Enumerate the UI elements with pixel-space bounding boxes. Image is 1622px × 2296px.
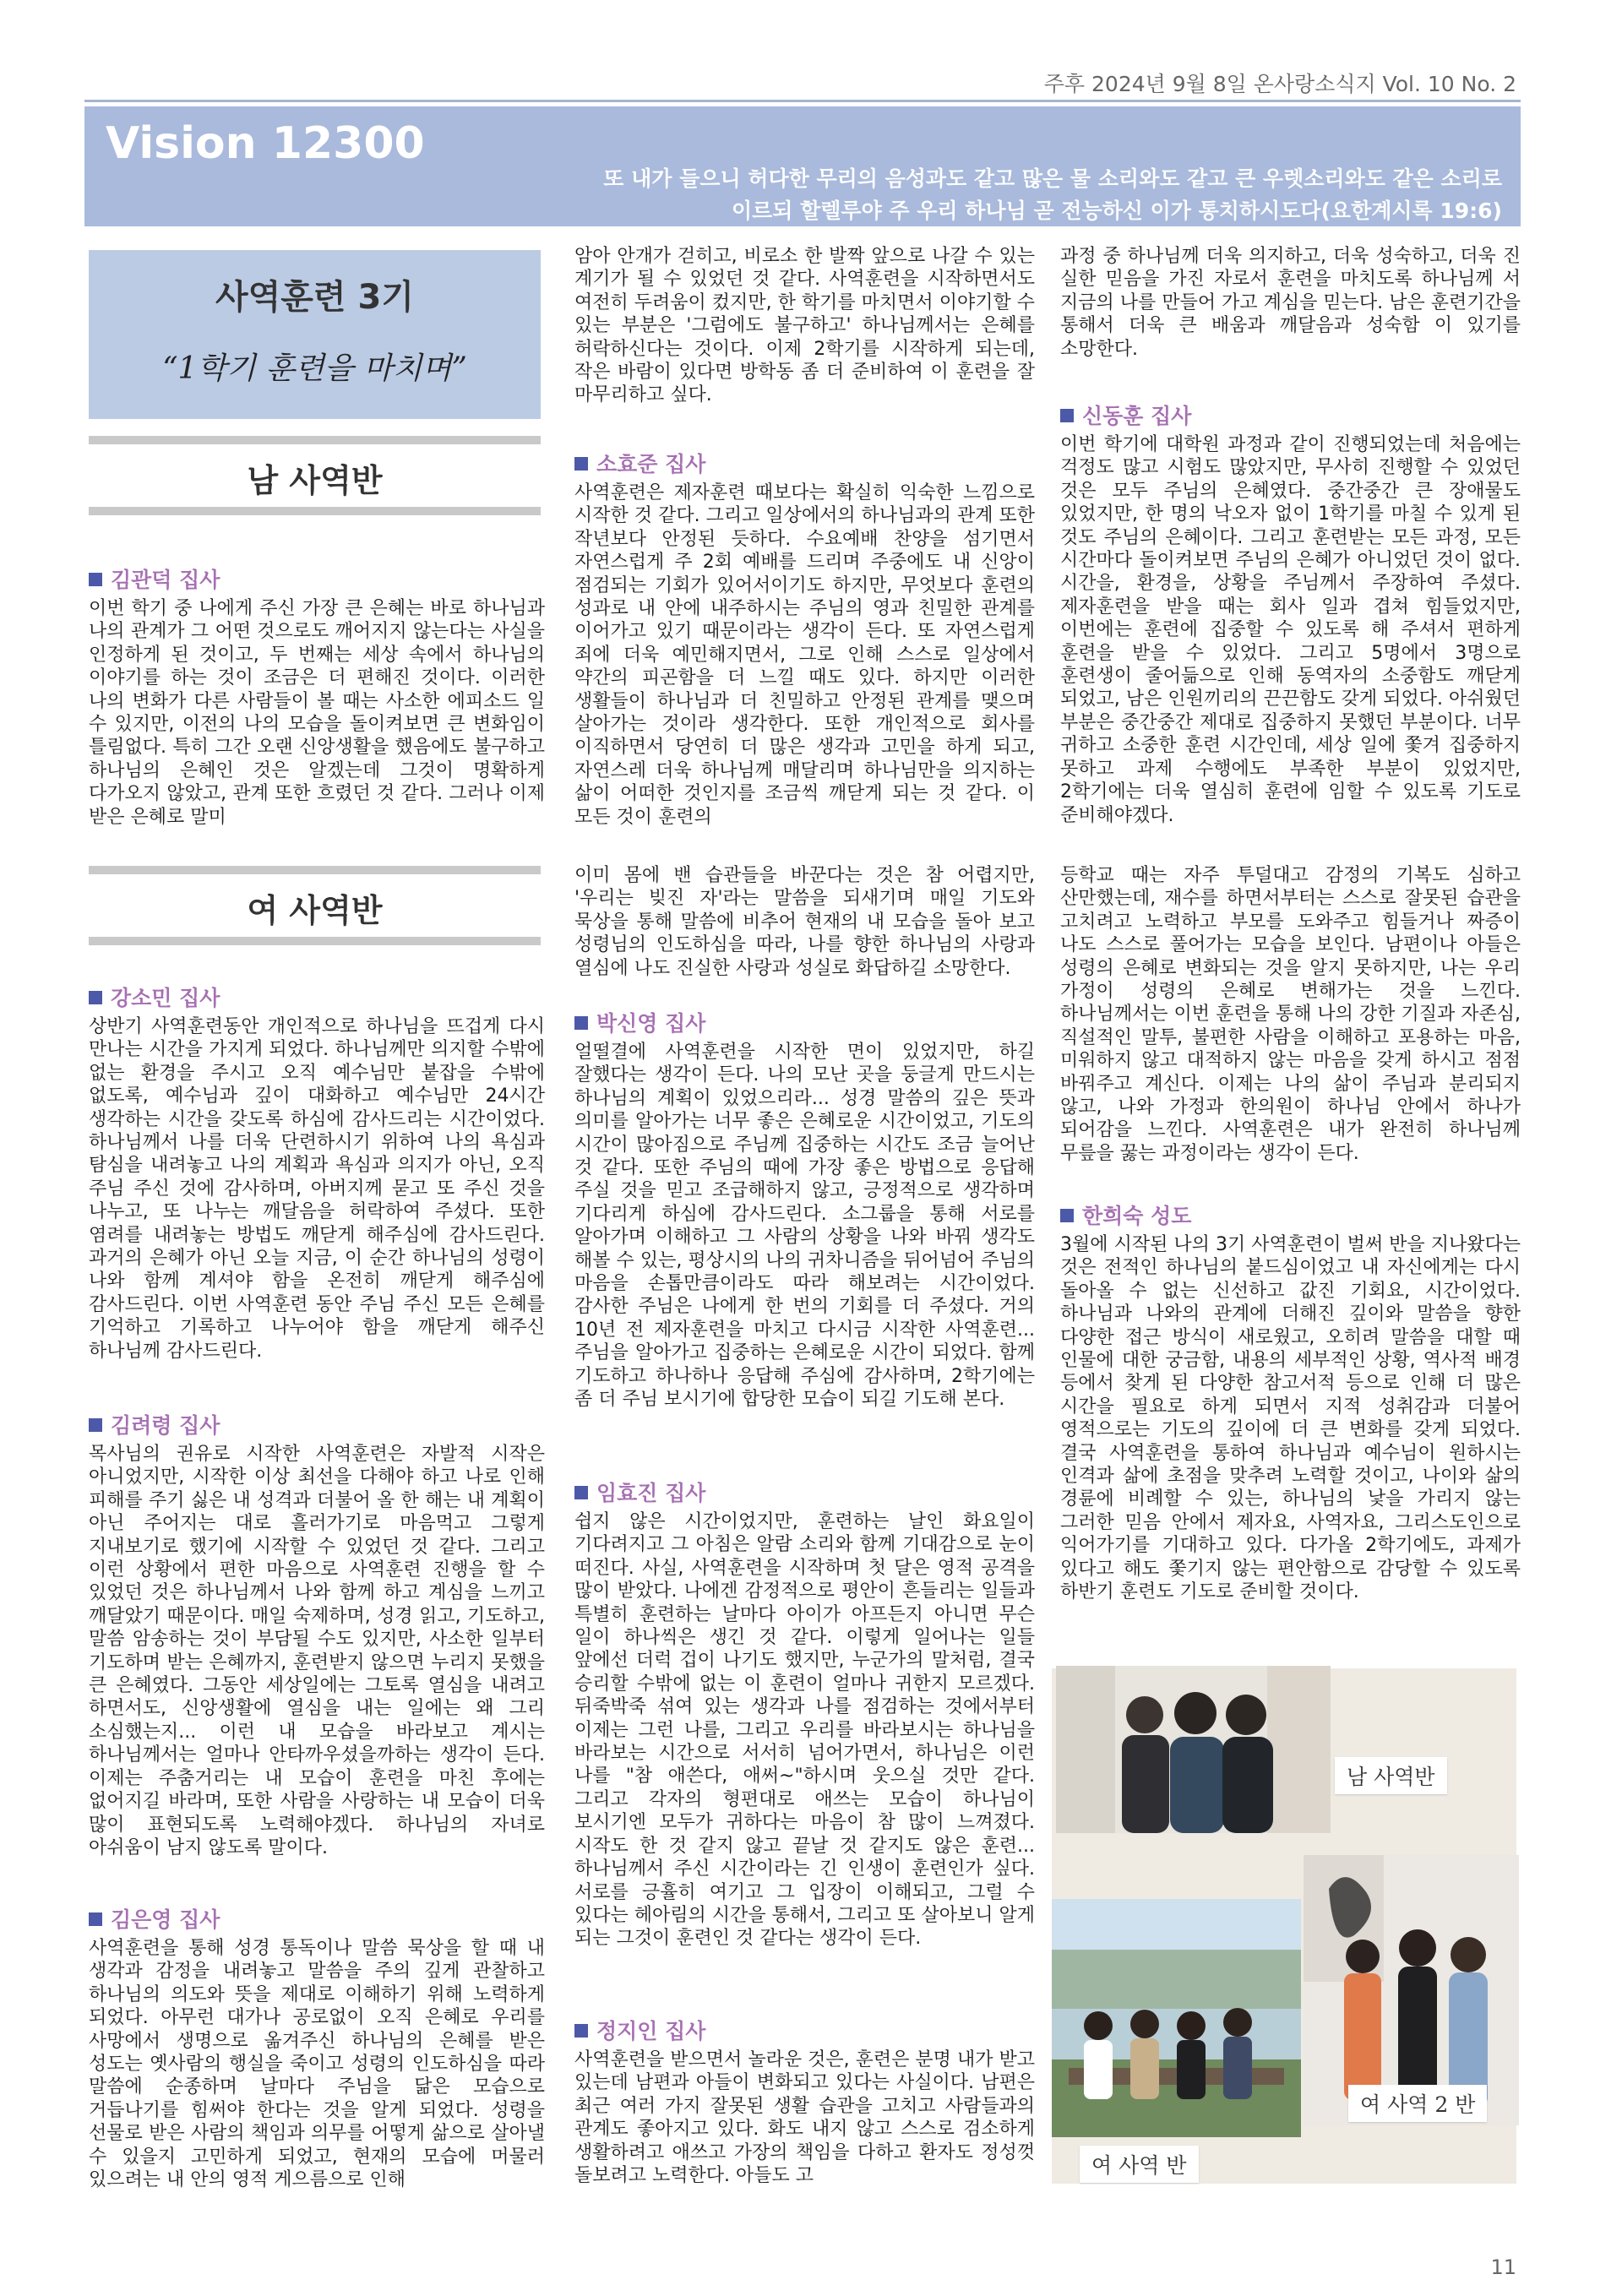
author-label: 강소민 집사: [111, 986, 220, 1010]
testimony-text: 목사님의 권유로 시작한 사역훈련은 자발적 시작은 아니었지만, 시작한 이상 최선을 다해야 하고 나로 인해 피해를 주기 싫은 내 성격과 더불어 올 한 해는 내 계획이 아닌 주어지는 대로 흘러가기로 마음먹고 그렇게 지내보기로 했기에 시작할 수 있었던 것 같다. 그리고 이런 상황에서 편한 마음으로 사역훈련 진행을 할 수 있었던 것은 하나님께서 나와 함께 하고 계심을 느끼고 깨달았기 때문이다. 매일 숙제하며, 성경 읽고, 기도하고, 말씀 암송하는 것이 부담될 수도 있지만, 사소한 일부터 기도하며 받는 은혜까지, 훈련받지 않으면 누리지 못했을 큰 은혜였다. 그동안 세상일에는 그토록 열심을 내려고 하면서도, 신앙생활에 열심을 내는 일에는 왜 그리 소심했는지... 이런 내 모습을 바라보고 계시는 하나님께서는 얼마나 안타까우셨을까하는 생각이 든다. 이제는 주춤거리는 내 모습이 훈련을 마친 후에는 없어지길 바라며, 또한 사람을 사랑하는 내 모습이 더욱 많이 표현되도록 노력해야겠다. 하나님의 자녀로 아쉬움이 남지 않도록 말이다.: [89, 1444, 545, 1858]
author-name: [574, 2015, 1035, 2045]
testimony-block: [574, 1007, 1035, 1412]
page-number: 11: [1490, 2255, 1516, 2279]
testimony-text: 과정 중 하나님께 더욱 의지하고, 더욱 성숙하고, 더욱 진 실한 믿음을 가진 자로서 훈련을 마치도록 하나님께 서 지금의 나를 만들어 가고 계심을 믿는다. 남은 훈련기간을 통해서 더욱 큰 배움과 깨달음과 성숙함 이 있기를 소망한다.: [1060, 246, 1521, 360]
author-name: [89, 563, 545, 594]
author-label: 정지인 집사: [596, 2019, 706, 2043]
testimony-continuation: [1060, 245, 1521, 361]
author-name: [574, 448, 1035, 478]
testimony-block: [574, 448, 1035, 829]
bible-verse-line-2: 이르되 할렐루야 주 우리 하나님 곧 전능하신 이가 통치하시도다(요한계시록 19:6): [731, 199, 1502, 223]
testimony-text: 사역훈련은 제자훈련 때보다는 확실히 익숙한 느낌으로 시작한 것 같다. 그리고 일상에서의 하나님과의 관계 또한 작년보다 안정된 듯하다. 수요예배 찬양을 섬기면서 자연스럽게 주 2회 예배를 드리며 주중에도 내 신앙이 점검되는 기회가 있어서이기도 하지만, 무엇보다 훈련의 성과로 내 안에 내주하시는 주님의 영과 친밀한 관계를 이어가고 있기 때문이라는 생각이 든다. 또 자연스럽게 죄에 더욱 예민해지면서, 그로 인해 스스로 일상에서 약간의 피곤함을 더 느낄 때도 있다. 하지만 이러한 생활들이 하나님과 더 친밀하고 안정된 관계를 맺으며 살아가는 것이라 생각한다. 또한 개인적으로 회사를 이직하면서 당연히 더 많은 생각과 고민을 하게 되고, 자연스레 더욱 하나님께 매달리며 하나님만을 의지하는 삶이 어떠한 것인지를 조금씩 깨닫게 되는 것 같다. 이 모든 것이 훈련의: [574, 482, 1035, 828]
author-label: 신동훈 집사: [1082, 404, 1192, 428]
section-header-men: [89, 436, 541, 515]
author-name: [574, 1007, 1035, 1037]
testimony-block: [89, 1409, 545, 1859]
issue-line: 주후 2024년 9월 8일 온사랑소식지 Vol. 10 No. 2: [1043, 72, 1516, 96]
author-name: [89, 1409, 545, 1439]
author-label: 소효준 집사: [596, 452, 706, 476]
bullet-square-icon: [1060, 1209, 1074, 1222]
testimony-text: 이번 학기 중 나에게 주신 가장 큰 은혜는 바로 하나님과 나의 관계가 그 어떤 것으로도 깨어지지 않는다는 사실을 인정하게 된 것이고, 두 번째는 세상 속에서 하나님의 이야기를 하는 것이 조금은 더 편해진 것이다. 이러한 나의 변화가 다른 사람들이 볼 때는 사소한 에피소드 일 수 있지만, 이전의 나의 모습을 돌이켜보면 큰 변화임이 틀림없다. 특히 그간 오랜 신앙생활을 했음에도 불구하고 하나님의 은혜인 것은 알겠는데 그것이 명확하게 다가오지 않았고, 관계 또한 흐렸던 것 같다. 그러나 이제 받은 은혜로 말미: [89, 598, 545, 828]
header-rule: [84, 100, 1521, 102]
testimony-block: [574, 2015, 1035, 2187]
testimony-block: [1060, 400, 1521, 827]
testimony-text: 3월에 시작된 나의 3기 사역훈련이 벌써 반을 지나왔다는 것은 전적인 하나님의 붙드심이었고 내 자신에게는 다시 돌아올 수 없는 신선하고 값진 기회요, 시간이었다. 하나님과 나와의 관계에 더해진 깊이와 말씀을 향한 다양한 접근 방식이 새로웠고, 오히려 말씀을 대할 때 인물에 대한 궁금함, 내용의 세부적인 상황, 역사적 배경 등에서 찾게 된 다양한 참고서적 등으로 인해 더 많은 시간을 필요로 하게 되면서 지적 성취감과 더불어 영적으로는 기도의 깊이에 더 큰 변화를 갖게 되었다. 결국 사역훈련을 통하여 하나님과 예수님이 원하시는 인격과 삶에 초점을 맞추려 노력할 것이고, 나이와 삶의 경륜에 비례할 수 있는, 하나님의 낯을 가리지 않는 그러한 믿음 안에서 제자요, 사역자요, 그리스도인으로 익어가기를 기대하고 있다. 다가올 2학기에도, 과제가 있다고 해도 쫓기지 않는 편안함으로 감당할 수 있도록 하반기 훈련도 기도로 준비할 것이다.: [1060, 1234, 1521, 1603]
testimony-continuation: [574, 245, 1035, 407]
author-label: 한희숙 성도: [1082, 1204, 1192, 1228]
bullet-square-icon: [574, 2024, 588, 2038]
photo-women-class: [1052, 1899, 1301, 2137]
testimony-block: [89, 982, 545, 1363]
section-bar: [89, 436, 541, 444]
article-subtitle: “1학기 훈련을 마치며”: [162, 351, 467, 386]
title-box: [89, 250, 541, 419]
testimony-text: 사역훈련을 받으면서 놀라운 것은, 훈련은 분명 내가 받고 있는데 남편과 아들이 변화되고 있다는 사실이다. 남편은 최근 여러 가지 잘못된 생활 습관을 고치고 사람들과의 관계도 좋아지고 있다. 화도 내지 않고 스스로 검소하게 생활하려고 애쓰고 가장의 책임을 다하고 환자도 정성껏 돌보려고 노력한다. 아들도 고: [574, 2049, 1035, 2187]
section-title-men: 남 사역반: [247, 462, 383, 499]
section-title-women: 여 사역반: [247, 892, 383, 929]
testimony-continuation: [1060, 864, 1521, 1165]
section-header-women: [89, 866, 541, 945]
bullet-square-icon: [574, 1486, 588, 1499]
author-name: [1060, 1200, 1521, 1230]
testimony-text: 얼떨결에 사역훈련을 시작한 면이 있었지만, 하길 잘했다는 생각이 든다. 나의 모난 곳을 둥글게 만드시는 하나님의 계획이 있었으리라... 성경 말씀의 깊은 뜻과 의미를 알아가는 너무 좋은 은혜로운 시간이었고, 기도의 시간이 많아짐으로 주님께 집중하는 시간도 조금 늘어난 것 같다. 또한 주님의 때에 가장 좋은 방법으로 응답해 주실 것을 믿고 조급해하지 않고, 긍정적으로 생각하며 기다리게 하심에 감사드린다. 소그룹을 통해 서로를 알아가며 이해하고 그 사람의 상황을 나와 바꿔 생각도 해볼 수 있는, 평상시의 나의 귀차니즘을 뒤어넘어 주님의 마음을 손톱만큼이라도 따라 해보려는 시간이었다. 감사한 주님은 나에게 한 번의 기회를 더 주셨다. 거의 10년 전 제자훈련을 마치고 다시금 시작한 사역훈련...주님을 알아가고 집중하는 은혜로운 시간이 되었다. 함께 기도하고 하나하나 응답해 주심에 감사하며, 2학기에는 좀 더 주님 보시기에 합당한 모습이 되길 기도해 본다.: [574, 1042, 1035, 1411]
photo-men-class: [1056, 1666, 1331, 1833]
author-label: 임효진 집사: [596, 1481, 706, 1505]
banner: [84, 106, 1521, 226]
author-name: [89, 982, 545, 1012]
bullet-square-icon: [574, 1016, 588, 1030]
author-name: [89, 1903, 545, 1934]
bullet-square-icon: [574, 457, 588, 471]
section-bar: [89, 507, 541, 515]
testimony-text: 사역훈련을 통해 성경 통독이나 말씀 묵상을 할 때 내 생각과 감정을 내려놓고 말씀을 주의 깊게 관찰하고 하나님의 의도와 뜻을 제대로 이해하기 위해 노력하게 되었다. 아무런 대가나 공로없이 오직 은혜로 우리를 사망에서 생명으로 옮겨주신 하나님의 은혜를 받은 성도는 옛사람의 행실을 죽이고 성령의 인도하심을 따라 말씀에 순종하며 날마다 주님을 닮은 모습으로 거듭나기를 힘써야 한다는 것을 알게 되었다. 성령을 선물로 받은 사람의 책임과 의무를 어떻게 삶으로 살아낼 수 있을지 고민하게 되었고, 현재의 모습에 머물러 있으려는 내 안의 영적 게으름으로 인해: [89, 1938, 545, 2191]
testimony-text: 상반기 사역훈련동안 개인적으로 하나님을 뜨겁게 다시 만나는 시간을 가지게 되었다. 하나님께만 의지할 수밖에 없는 환경을 주시고 오직 예수님만 붙잡을 수밖에 없도록, 예수님과 깊이 대화하고 예수님만 24시간 생각하는 시간을 갖도록 하심에 감사드리는 시간이었다. 하나님께서 나를 더욱 단련하시기 위하여 나의 욕심과 탐심을 내려놓고 나의 계획과 욕심과 의지가 아닌, 오직 주님 주신 것에 감사하며, 아버지께 묻고 또 주신 것을 나누고, 또 나누는 깨달음을 허락하여 주셨다. 또한 염려를 내려놓는 방법도 깨닫게 해주심에 감사드린다. 과거의 은혜가 아닌 오늘 지금, 이 순간 하나님의 성령이 나와 함께 계셔야 함을 온전히 깨닫게 해주심에 감사드린다. 이번 사역훈련 동안 주님 주신 모든 은혜를 기억하고 기록하고 나누어야 함을 깨닫게 해주신 하나님께 감사드린다.: [89, 1016, 545, 1362]
author-label: 김려령 집사: [111, 1413, 220, 1438]
section-bar: [89, 937, 541, 945]
testimony-block: [1060, 1200, 1521, 1604]
testimony-text: 암아 안개가 걷히고, 비로소 한 발짝 앞으로 나갈 수 있는 계기가 될 수 있었던 것 같다. 사역훈련을 시작하면서도 여전히 두려움이 컸지만, 한 학기를 마치면서 이야기할 수 있는 부분은 '그럼에도 불구하고' 하나님께서는 은혜를 허락하신다는 것이다. 이제 2학기를 시작하게 되는데, 작은 바람이 있다면 방학동 좀 더 준비하여 이 훈련을 잘 마무리하고 싶다.: [574, 246, 1035, 406]
bullet-square-icon: [89, 1418, 102, 1432]
testimony-text: 등학교 때는 자주 투덜대고 감정의 기복도 심하고 산만했는데, 재수를 하면서부터는 스스로 잘못된 습관을 고치려고 노력하고 부모를 도와주고 힘들거나 짜증이 나도 스스로 풀어가는 모습을 보인다. 남편이나 아들은 성령의 은혜로 변화되는 것을 알지 못하지만, 나는 우리 가정이 성령의 은혜로 변해가는 것을 느낀다. 하나님께서는 이번 훈련을 통해 나의 강한 기질과 자존심, 직설적인 말투, 불편한 사람을 이해하고 포용하는 마음, 미워하지 않고 대적하지 않는 마음을 갖게 하시고 점점 바꿔주고 계신다. 이제는 나의 삶이 주님과 분리되지 않고, 나와 가정과 한의원이 하나님 안에서 하나가 되어감을 느낀다. 사역훈련은 내가 완전히 하나님께 무릎을 꿇는 과정이라는 생각이 든다.: [1060, 865, 1521, 1164]
testimony-text: 쉽지 않은 시간이었지만, 훈련하는 날인 화요일이 기다려지고 그 아침은 알람 소리와 함께 기대감으로 눈이 떠진다. 사실, 사역훈련을 시작하며 첫 달은 영적 공격을 많이 받았다. 나에겐 감정적으로 평안이 흔들리는 일들과 특별히 훈련하는 날마다 아이가 아프든지 아니면 무슨 일이 하나씩은 생긴 것 같다. 이렇게 일어나는 일들 앞에선 더럭 겁이 나기도 했지만, 누군가의 말처럼, 결국 승리할 수밖에 없는 이 훈련이 얼마나 귀한지 모르겠다. 뒤죽박죽 섞여 있는 생각과 나를 점검하는 것에서부터 이제는 그런 나를, 그리고 우리를 바라보시는 하나님을 바라보는 시간으로 서서히 넘어가면서, 하나님은 이런 나를 "참 애쓴다, 애써~"하시며 웃으실 것만 같다. 그리고 각자의 형편대로 애쓰는 모습이 하나님이 보시기엔 모두가 귀하다는 마음이 참 많이 느껴졌다. 시작도 한 것 같지 않고 끝날 것 같지도 않은 훈련... 하나님께서 주신 시간이라는 긴 인생이 훈련인가 싶다. 서로를 긍휼히 여기고 그 입장이 이해되고, 그럴 수 있다는 헤아림의 시간을 통해서, 그리고 또 살아보니 알게 되는 그것이 훈련인 것 같다는 생각이 든다.: [574, 1511, 1035, 1950]
caption-women-class-2: 여 사역 2 반: [1348, 2085, 1487, 2122]
testimony-text: 이미 몸에 밴 습관들을 바꾼다는 것은 참 어렵지만, '우리는 빚진 자'라는 말씀을 되새기며 매일 기도와 묵상을 통해 말씀에 비추어 현재의 내 모습을 돌아 보고 성령님의 인도하심을 따라, 나를 향한 하나님의 사랑과 열심에 나도 진실한 사랑과 성실로 화답하길 소망한다.: [574, 865, 1035, 979]
bullet-square-icon: [89, 573, 102, 586]
article-title: 사역훈련 3기: [215, 278, 414, 317]
caption-women-class-1: 여 사역 반: [1080, 2146, 1199, 2183]
bible-verse-line-1: 또 내가 들으니 허다한 무리의 음성과도 같고 많은 물 소리와도 같고 큰 우렛소리와도 같은 소리로: [603, 166, 1502, 191]
caption-men-class: 남 사역반: [1335, 1757, 1447, 1794]
author-label: 박신영 집사: [596, 1011, 706, 1036]
testimony-block: [89, 563, 545, 829]
author-label: 김관덕 집사: [111, 568, 220, 592]
bullet-square-icon: [89, 1912, 102, 1926]
author-name: [1060, 400, 1521, 430]
testimony-block: [89, 1903, 545, 2191]
testimony-text: 이번 학기에 대학원 과정과 같이 진행되었는데 처음에는 걱정도 많고 시험도 많았지만, 무사히 진행할 수 있었던 것은 모두 주님의 은혜였다. 중간중간 큰 장애물도 있었지만, 한 명의 낙오자 없이 1학기를 마칠 수 있게 된 것도 주님의 은혜이다. 그리고 훈련받는 모든 과정, 모든 시간마다 돌이켜보면 주님의 은혜가 아니었던 것이 없다. 시간을, 환경을, 상황을 주님께서 주장하여 주셨다. 제자훈련을 받을 때는 회사 일과 겹쳐 힘들었지만, 이번에는 훈련에 집중할 수 있도록 해 주셔서 편하게 훈련을 받을 수 있었다. 그리고 5명에서 3명으로 훈련생이 줄어듦으로 인해 동역자의 소중함도 깨닫게 되었고, 남은 인원끼리의 끈끈함도 갖게 되었다. 아쉬웠던 부분은 중간중간 제대로 집중하지 못했던 부분이다. 너무 귀하고 소중한 훈련 시간인데, 세상 일에 쫓겨 집중하지 못하고 과제 수행에도 부족한 부분이 있었지만, 2학기에는 더욱 열심히 훈련에 임할 수 있도록 기도로 준비해야겠다.: [1060, 434, 1521, 826]
page-title: Vision 12300: [106, 118, 425, 169]
bullet-square-icon: [89, 991, 102, 1004]
section-bar: [89, 866, 541, 874]
author-name: [574, 1477, 1035, 1507]
bullet-square-icon: [1060, 409, 1074, 422]
testimony-block: [574, 1477, 1035, 1951]
testimony-continuation: [574, 864, 1035, 980]
author-label: 김은영 집사: [111, 1907, 220, 1932]
